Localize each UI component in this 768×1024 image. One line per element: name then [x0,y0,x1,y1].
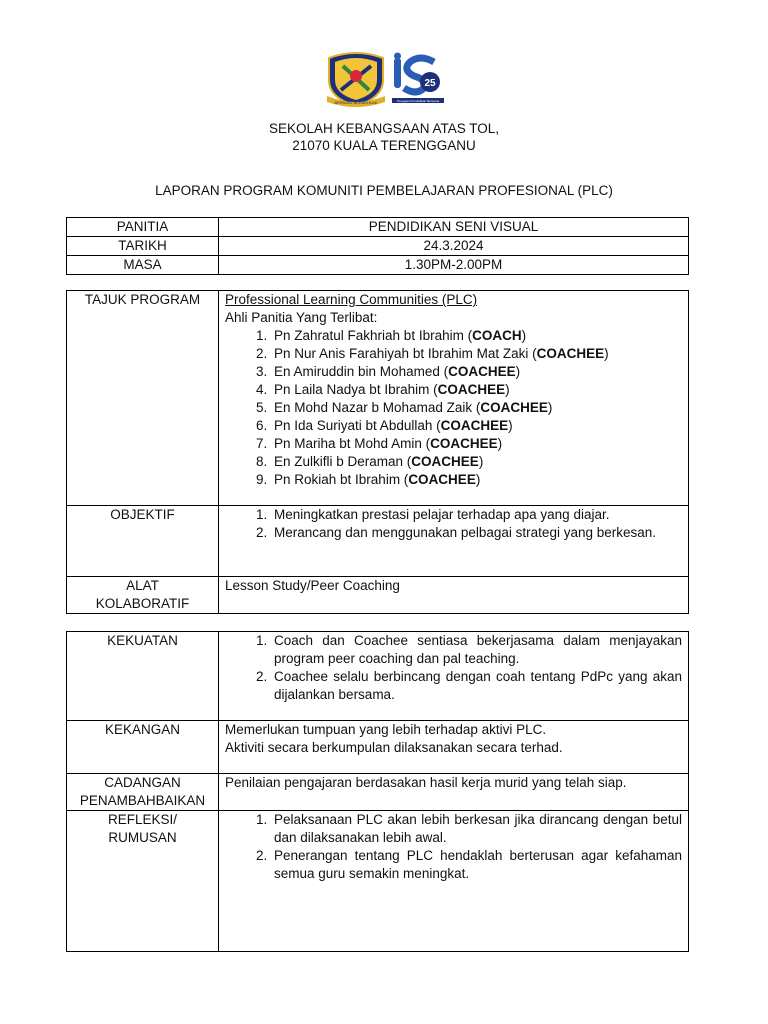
list-item: 1. Coach dan Coachee sentiasa bekerjasama dalam menjayakan program peer coaching dan pal teaching. [271,632,682,668]
table-row [67,811,689,952]
list-item: 1. Pn Zahratul Fakhriah bt Ibrahim (COACH) [271,327,682,345]
school-address: 21070 KUALA TERENGGANU [292,138,476,153]
list-item: 2. Penerangan tentang PLC hendaklah berterusan agar kefahaman semua guru semakin meningkat. [271,847,682,883]
table-row [67,237,689,256]
cadangan-value: Penilaian pengajaran berdasakan hasil kerja murid yang telah siap. [219,774,689,811]
refleksi-list [225,811,682,883]
tajuk-value: Professional Learning Communities (PLC) [225,292,478,307]
kekangan-label: KEKANGAN [67,721,219,774]
list-item: 4. Pn Laila Nadya bt Ibrahim (COACHEE) [271,381,682,399]
tajuk-cell [219,291,689,506]
tajuk-label: TAJUK PROGRAM [67,291,219,506]
list-item: 1. Pelaksanaan PLC akan lebih berkesan jika dirancang dengan betul dan dilaksanakan lebih awal. [271,811,682,847]
info-table [66,217,689,275]
is-badge-number: 25 [424,78,436,89]
kekangan-line: Aktiviti secara berkumpulan dilaksanakan secara terhad. [225,740,563,755]
table-row [67,256,689,275]
list-item: 6. Pn Ida Suriyati bt Abdullah (COACHEE) [271,417,682,435]
kekuatan-cell [219,632,689,721]
review-table [66,631,689,952]
is-25-logo [390,52,446,108]
refleksi-cell [219,811,689,952]
alat-value: Lesson Study/Peer Coaching [219,577,689,614]
list-item: 8. En Zulkifli b Deraman (COACHEE) [271,453,682,471]
school-crest-logo [325,50,387,108]
objektif-label: OBJEKTIF [67,506,219,577]
program-table [66,290,689,614]
list-item: 9. Pn Rokiah bt Ibrahim (COACHEE) [271,471,682,489]
crest-motto: BERILMU BERAKHLAK [334,100,378,105]
list-item: 2. Pn Nur Anis Farahiyah bt Ibrahim Mat Zaki (COACHEE) [271,345,682,363]
members-list [225,327,682,489]
members-intro: Ahli Panitia Yang Terlibat: [225,310,378,325]
table-row [67,721,689,774]
alat-label: ALAT KOLABORATIF [67,577,219,614]
masa-label: MASA [67,256,219,275]
kekuatan-list [225,632,682,704]
report-title: LAPORAN PROGRAM KOMUNITI PEMBELAJARAN PROFESIONAL (PLC) [155,183,613,198]
table-row [67,291,689,506]
list-item: 5. En Mohd Nazar b Mohamad Zaik (COACHEE) [271,399,682,417]
panitia-label: PANITIA [67,218,219,237]
logo-row [0,50,768,110]
masa-value: 1.30PM-2.00PM [219,256,689,275]
kekuatan-label: KEKUATAN [67,632,219,721]
list-item: 2. Coachee selalu berbincang dengan coah tentang PdPc yang akan dijalankan bersama. [271,668,682,704]
table-row [67,774,689,811]
objektif-list [225,506,682,542]
table-row [67,218,689,237]
kekangan-line: Memerlukan tumpuan yang lebih terhadap aktivi PLC. [225,722,547,737]
list-item: 2. Merancang dan menggunakan pelbagai strategi yang berkesan. [271,524,682,542]
refleksi-label: REFLEKSI/ RUMUSAN [67,811,219,952]
is-caption: Pengganti Pendidikan Bersama [396,99,440,103]
table-row [67,506,689,577]
school-name: SEKOLAH KEBANGSAAN ATAS TOL, [268,121,500,136]
table-row [67,577,689,614]
table-row [67,632,689,721]
tarikh-label: TARIKH [67,237,219,256]
list-item: 3. En Amiruddin bin Mohamed (COACHEE) [271,363,682,381]
panitia-value: PENDIDIKAN SENI VISUAL [219,218,689,237]
list-item: 7. Pn Mariha bt Mohd Amin (COACHEE) [271,435,682,453]
tarikh-value: 24.3.2024 [219,237,689,256]
objektif-cell [219,506,689,577]
list-item: 1. Meningkatkan prestasi pelajar terhadap apa yang diajar. [271,506,682,524]
cadangan-label: CADANGAN PENAMBAHBAIKAN [67,774,219,811]
kekangan-cell [219,721,689,774]
